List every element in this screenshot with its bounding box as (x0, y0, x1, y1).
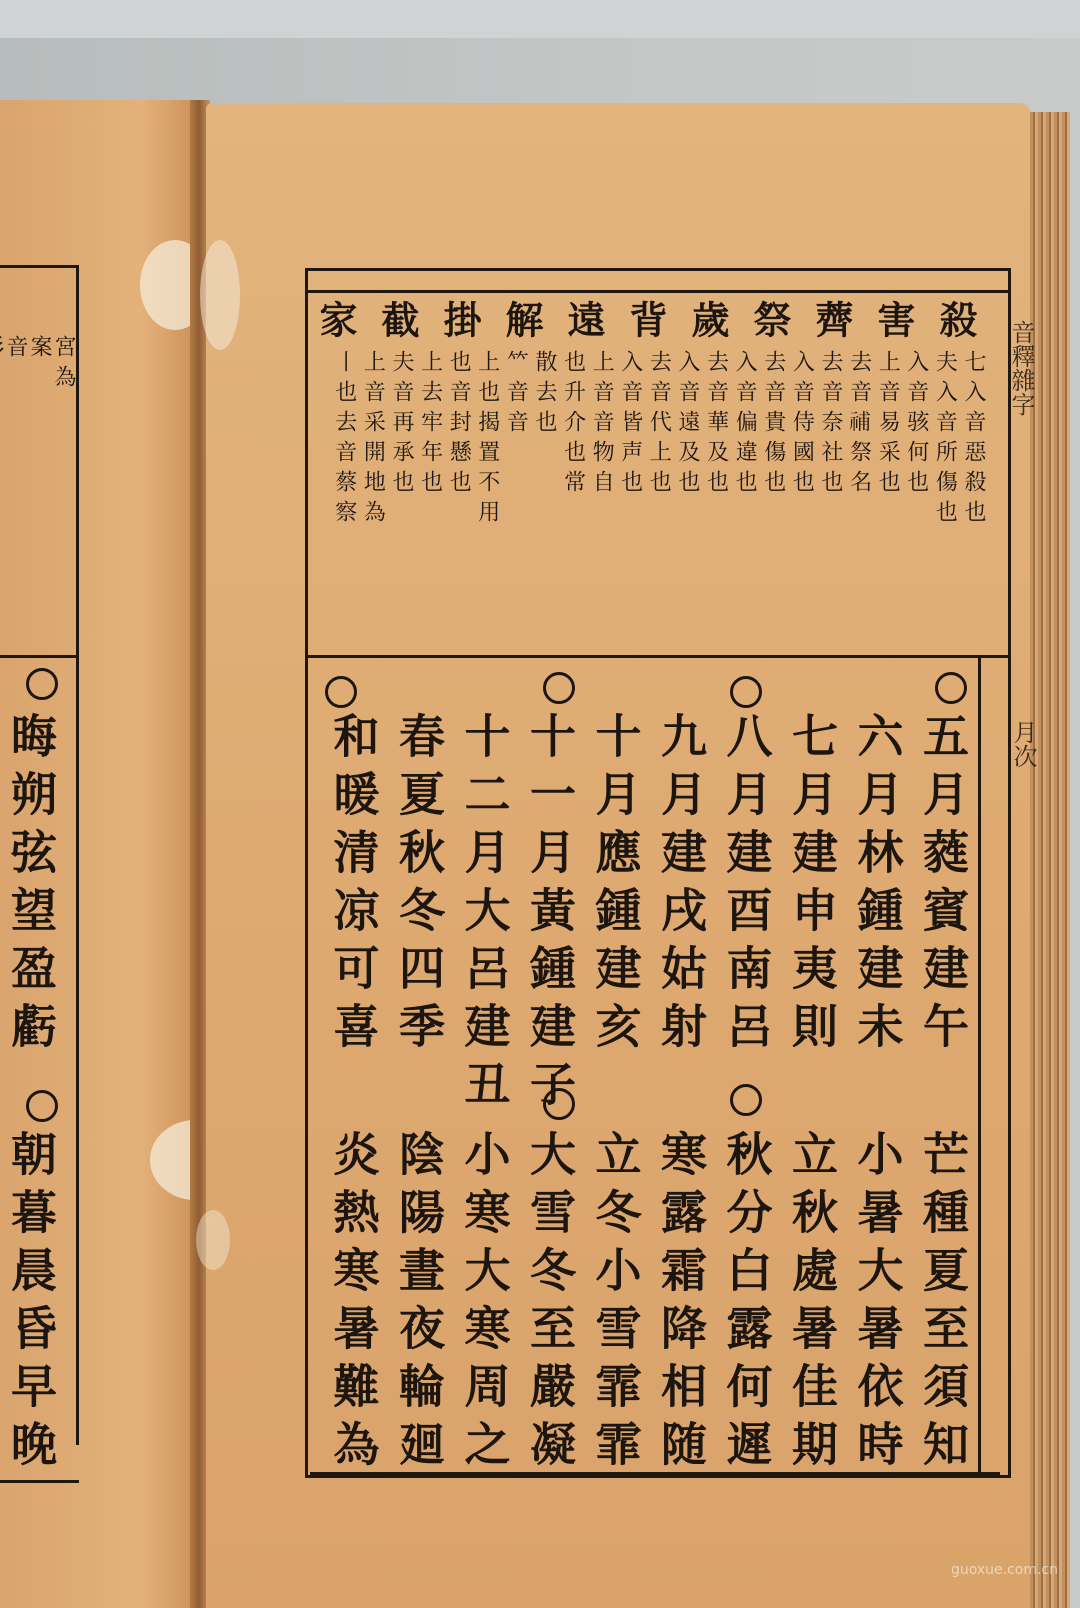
lower-column-4: 秋分白露何遲 (719, 1130, 774, 1478)
gloss-column-21: 夫音再承也 (389, 350, 414, 500)
left-frame-line (76, 265, 79, 1445)
paper-stain (196, 1210, 230, 1270)
gloss-column-9: 入音偏違也 (732, 350, 758, 500)
section-circle (543, 1088, 575, 1120)
header-top-rule (305, 290, 1008, 293)
main-column-7: 十一月黃鍾建子 (523, 712, 577, 1118)
gloss-column-7: 入音侍國也 (789, 350, 815, 500)
header-char-7: 遠 (561, 300, 606, 342)
header-char-6: 背 (623, 300, 668, 342)
margin-label-top: 音釋雜字 (1007, 320, 1035, 416)
main-column-4: 八月建酉南呂 (719, 712, 774, 1060)
header-char-9: 掛 (437, 300, 482, 342)
left-annotation-3: 音 (3, 335, 28, 365)
gloss-column-20: 上去牢年也 (417, 350, 443, 500)
gloss-column-16: 散去也 (532, 350, 557, 440)
gloss-column-17: 𥫗音音 (503, 350, 529, 440)
gloss-column-23: 丨也去音蔡察 (331, 350, 357, 530)
lower-column-2: 小暑大暑依時 (850, 1130, 905, 1478)
section-circle (26, 668, 58, 700)
gloss-column-6: 去音奈社也 (818, 350, 843, 500)
left-annotation-2: 案 (27, 335, 52, 365)
header-char-10: 截 (375, 300, 420, 342)
gloss-column-22: 上音采開地為 (360, 350, 386, 530)
gloss-column-12: 去音代上也 (646, 350, 672, 500)
lower-column-7: 大雪冬至嚴凝 (523, 1130, 577, 1478)
main-column-1: 五月蕤賓建午 (916, 712, 970, 1060)
main-column-3: 七月建申夷則 (785, 712, 839, 1060)
header-char-2: 害 (871, 300, 916, 342)
gloss-column-15: 也升介也常 (560, 350, 586, 500)
main-column-2: 六月林鍾建未 (850, 712, 905, 1060)
lower-column-9: 陰陽晝夜輪廻 (392, 1130, 446, 1478)
margin-label-mid: 月次 (1009, 720, 1037, 768)
section-circle (935, 672, 967, 704)
left-frame-bottom (0, 1480, 79, 1483)
header-char-4: 祭 (747, 300, 792, 342)
watermark: guoxue.com.cn (950, 1562, 1058, 1578)
background-top (0, 0, 1080, 38)
left-column-2: 朝暮晨昏早晚 (4, 1130, 58, 1478)
lower-column-6: 立冬小雪霏霏 (588, 1130, 643, 1478)
gloss-column-2: 夫入音所傷也 (932, 350, 958, 530)
gloss-column-10: 去音華及也 (703, 350, 729, 500)
gloss-column-1: 七入音惡殺也 (961, 350, 986, 530)
header-char-8: 解 (499, 300, 544, 342)
section-circle (26, 1090, 58, 1122)
gloss-column-8: 去音貴傷也 (760, 350, 786, 500)
header-char-5: 歲 (685, 300, 730, 342)
gloss-column-13: 入音皆声也 (617, 350, 643, 500)
lower-column-10: 炎熱寒暑難為 (326, 1130, 381, 1478)
main-column-5: 九月建戌姑射 (654, 712, 708, 1060)
left-frame-divider (0, 655, 79, 658)
section-circle (730, 1084, 762, 1116)
header-bottom-rule (305, 655, 1008, 658)
header-char-3: 薺 (809, 300, 854, 342)
gloss-column-5: 去音𥙷祭名 (846, 350, 872, 500)
main-column-9: 春夏秋冬四季 (392, 712, 446, 1060)
gloss-column-11: 入音遠及也 (675, 350, 700, 500)
gloss-column-4: 上音易采也 (875, 350, 901, 500)
left-column-1: 晦朔弦望盈虧 (4, 712, 58, 1060)
header-char-11: 家 (313, 300, 358, 342)
header-char-1: 殺 (933, 300, 978, 342)
margin-rule (978, 655, 981, 1475)
main-column-8: 十二月大呂建丑 (457, 712, 512, 1118)
main-column-6: 十月應鍾建亥 (588, 712, 643, 1060)
lower-column-5: 寒露霜降相随 (654, 1130, 708, 1478)
left-annotation-1: 宮為 (51, 335, 76, 395)
section-circle (730, 676, 762, 708)
main-column-10: 和暖清凉可喜 (326, 712, 381, 1060)
gloss-column-14: 上音音物自 (589, 350, 615, 500)
section-circle (543, 672, 575, 704)
gloss-column-18: 上也揭置不用 (474, 350, 500, 530)
gloss-column-3: 入音骇何也 (903, 350, 929, 500)
lower-column-1: 芒種夏至須知 (916, 1130, 970, 1478)
left-frame-top (0, 265, 79, 268)
gloss-column-19: 也音封懸也 (446, 350, 472, 500)
section-circle (325, 676, 357, 708)
left-annotation-4 (0, 335, 2, 365)
lower-column-3: 立秋處暑佳期 (785, 1130, 839, 1478)
lower-column-8: 小寒大寒周之 (457, 1130, 512, 1478)
paper-stain (200, 240, 240, 350)
